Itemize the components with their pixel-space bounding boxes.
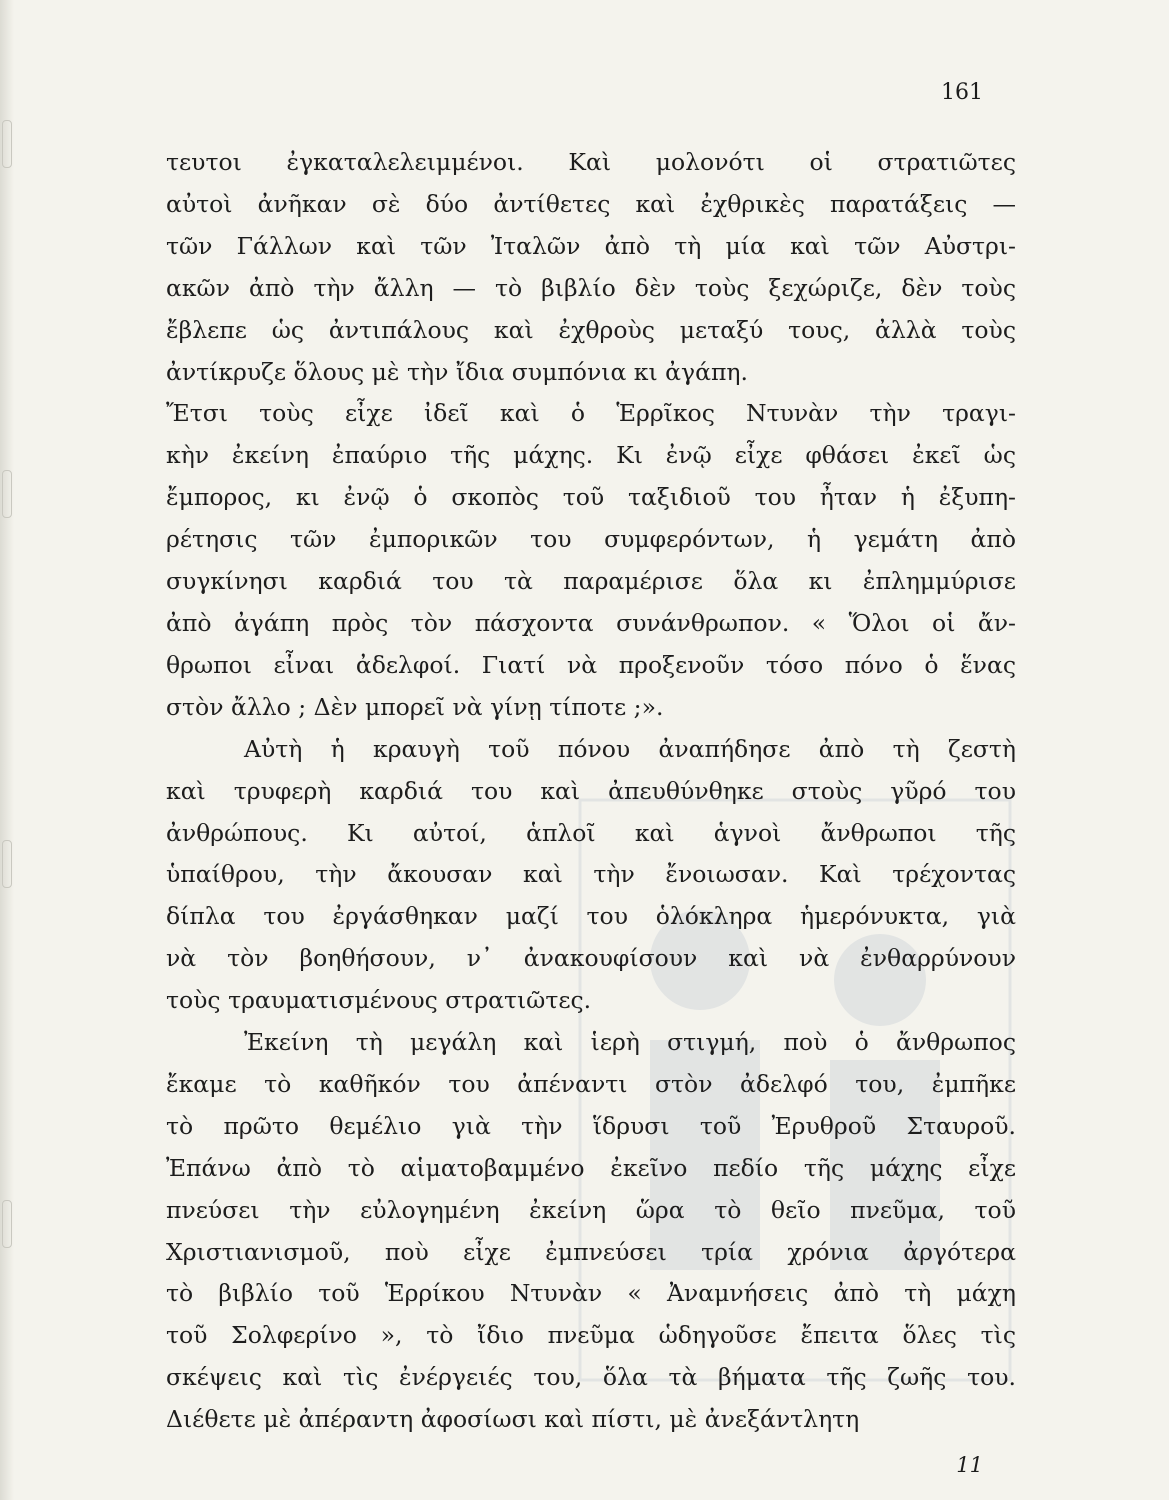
paragraph	[166, 1022, 1016, 1441]
text-line: συγκίνησι καρδιά του τὰ παραμέρισε ὅλα κι ἐπλημμύρισε	[166, 567, 1016, 596]
text-line: τοὺς τραυματισμένους στρατιῶτες.	[166, 986, 592, 1015]
text-line: δίπλα του ἐργάσθηκαν μαζί του ὁλόκληρα ἡμερόνυκτα, γιὰ	[166, 902, 1016, 931]
text-line: καὶ τρυφερὴ καρδιά του καὶ ἀπευθύνθηκε στοὺς γῦρό του	[166, 776, 1016, 805]
text-line: σκέψεις καὶ τὶς ἐνέργειές του, ὅλα τὰ βήματα τῆς ζωῆς του.	[166, 1363, 1016, 1392]
paragraph	[166, 142, 1016, 393]
text-line: τὸ βιβλίο τοῦ Ἑρρίκου Ντυνὰν « Ἀναμνήσεις ἀπὸ τὴ μάχη	[166, 1279, 1016, 1308]
text-line: Ἐκείνη τὴ μεγάλη καὶ ἱερὴ στιγμή, ποὺ ὁ ἄνθρωπος	[244, 1028, 1016, 1057]
text-line: ἔμπορος, κι ἐνῷ ὁ σκοπὸς τοῦ ταξιδιοῦ του ἦταν ἡ ἐξυπη-	[166, 483, 1016, 512]
text-line: ὑπαίθρου, τὴν ἄκουσαν καὶ τὴν ἔνοιωσαν. Καὶ τρέχοντας	[166, 860, 1016, 889]
text-line: ρέτησις τῶν ἐμπορικῶν του συμφερόντων, ἡ γεμάτη ἀπὸ	[166, 525, 1016, 554]
text-line: κὴν ἐκείνη ἐπαύριο τῆς μάχης. Κι ἐνῷ εἶχε φθάσει ἐκεῖ ὡς	[166, 441, 1016, 470]
text-line: Ἐπάνω ἀπὸ τὸ αἱματοβαμμένο ἐκεῖνο πεδίο τῆς μάχης εἶχε	[166, 1153, 1016, 1182]
body-text	[166, 142, 1016, 1441]
stitch-hole	[2, 1200, 12, 1248]
text-line: τοῦ Σολφερίνο », τὸ ἴδιο πνεῦμα ὡδηγοῦσε ἔπειτα ὅλες τὶς	[166, 1321, 1016, 1350]
stitch-hole	[2, 470, 12, 518]
text-line: τευτοι ἐγκαταλελειμμένοι. Καὶ μολονότι οἱ στρατιῶτες	[166, 148, 1016, 176]
page-number: 161	[941, 80, 983, 105]
text-line: αὐτοὶ ἀνῆκαν σὲ δύο ἀντίθετες καὶ ἐχθρικὲς παρατάξεις —	[166, 189, 1016, 218]
stitch-hole	[2, 840, 12, 888]
text-line: ἔκαμε τὸ καθῆκόν του ἀπέναντι στὸν ἀδελφό του, ἐμπῆκε	[166, 1069, 1016, 1098]
text-line: Ἔτσι τοὺς εἶχε ἰδεῖ καὶ ὁ Ἑρρῖκος Ντυνὰν τὴν τραγι-	[166, 399, 1016, 428]
paragraph	[166, 393, 1016, 728]
paragraph	[166, 729, 1016, 1022]
text-line: ἀπὸ ἀγάπη πρὸς τὸν πάσχοντα συνάνθρωπον. « Ὅλοι οἱ ἄν-	[166, 608, 1016, 637]
signature-mark: 11	[956, 1453, 983, 1477]
text-line: Διέθετε μὲ ἀπέραντη ἀφοσίωσι καὶ πίστι, μὲ ἀνεξάντλητη	[166, 1405, 860, 1434]
text-line: πνεύσει τὴν εὐλογημένη ἐκείνη ὥρα τὸ θεῖο πνεῦμα, τοῦ	[166, 1195, 1016, 1224]
text-line: νὰ τὸν βοηθήσουν, ν᾽ ἀνακουφίσουν καὶ νὰ ἐνθαρρύνουν	[166, 944, 1016, 973]
text-line: Αὐτὴ ἡ κραυγὴ τοῦ πόνου ἀναπήδησε ἀπὸ τὴ ζεστὴ	[244, 734, 1016, 763]
text-line: στὸν ἄλλο ; Δὲν μπορεῖ νὰ γίνῃ τίποτε ;».	[166, 692, 664, 721]
binding-edge	[0, 0, 14, 1500]
text-line: θρωποι εἶναι ἀδελφοί. Γιατί νὰ προξενοῦν τόσο πόνο ὁ ἕνας	[166, 650, 1016, 679]
stitch-hole	[2, 120, 12, 168]
text-line: Χριστιανισμοῦ, ποὺ εἶχε ἐμπνεύσει τρία χρόνια ἀργότερα	[166, 1237, 1016, 1266]
text-line: ακῶν ἀπὸ τὴν ἄλλη — τὸ βιβλίο δὲν τοὺς ξεχώριζε, δὲν τοὺς	[166, 273, 1016, 302]
text-line: τὸ πρῶτο θεμέλιο γιὰ τὴν ἵδρυσι τοῦ Ἐρυθροῦ Σταυροῦ.	[166, 1111, 1016, 1140]
text-line: ἀντίκρυζε ὅλους μὲ τὴν ἴδια συμπόνια κι ἀγάπη.	[166, 357, 748, 386]
text-line: τῶν Γάλλων καὶ τῶν Ἰταλῶν ἀπὸ τὴ μία καὶ τῶν Αὐστρι-	[166, 231, 1016, 260]
text-line: ἀνθρώπους. Κι αὐτοί, ἁπλοῖ καὶ ἁγνοὶ ἄνθρωποι τῆς	[166, 818, 1016, 847]
text-line: ἔβλεπε ὡς ἀντιπάλους καὶ ἐχθροὺς μεταξύ τους, ἀλλὰ τοὺς	[166, 315, 1016, 344]
